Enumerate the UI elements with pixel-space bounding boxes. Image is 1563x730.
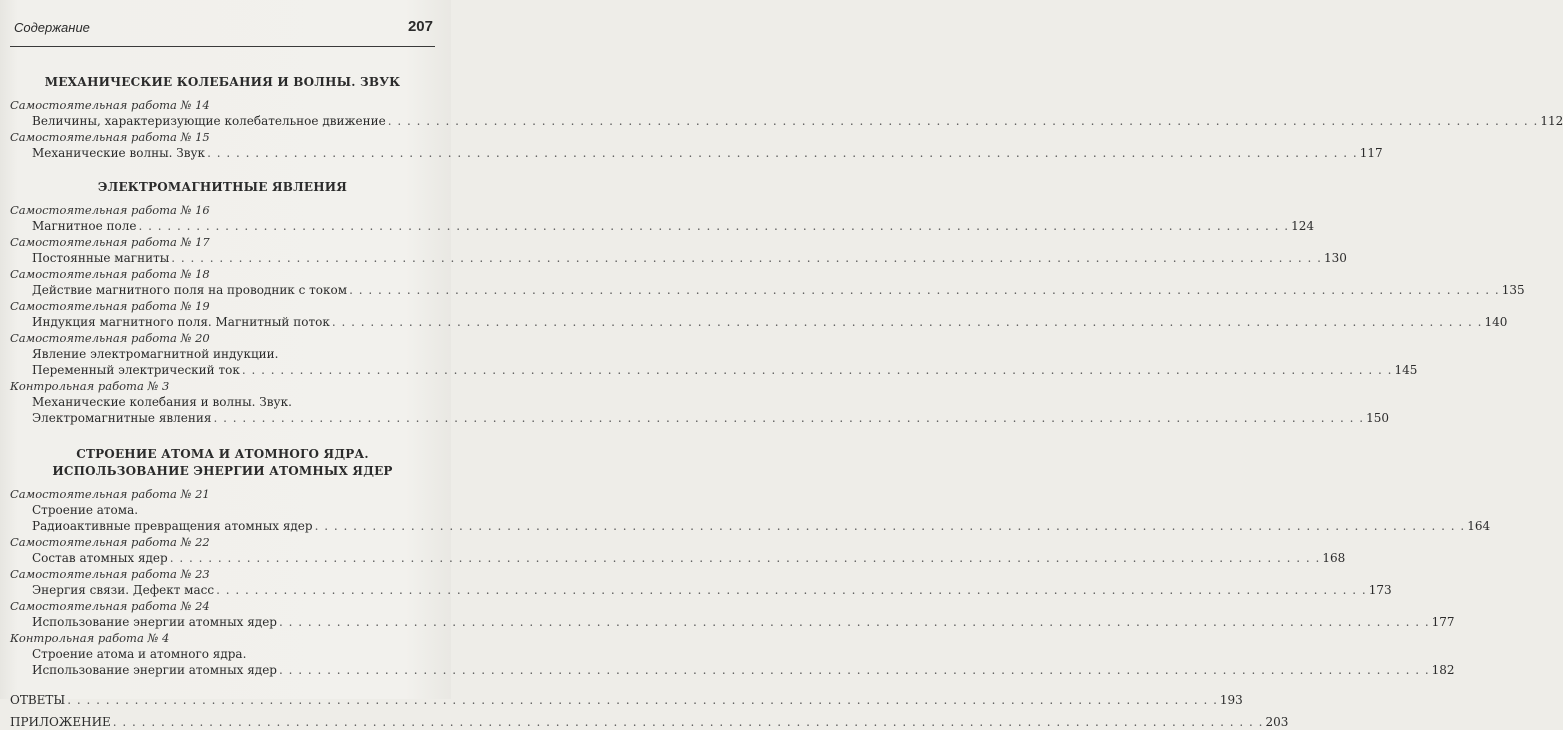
entry-page-number: 168 [1322, 551, 1346, 565]
header-title: Содержание [14, 20, 90, 35]
entry-page-number: 112 [1540, 114, 1563, 128]
entry-line [10, 662, 1455, 678]
entry-text: Строение атома. [32, 503, 139, 517]
entry-text: Явление электромагнитной индукции. [32, 347, 279, 361]
entry-text: ПРИЛОЖЕНИЕ [10, 715, 111, 729]
entry-label: Самостоятельная работа № 22 [10, 535, 210, 549]
header-rule [10, 46, 435, 47]
entry-label: Контрольная работа № 4 [10, 631, 170, 645]
entry-line [10, 502, 435, 518]
toc-entry [10, 486, 1491, 534]
toc-tail-entry [10, 714, 1289, 730]
entry-line [10, 614, 1455, 630]
entry-text: Магнитное поле [32, 219, 137, 233]
entry-page-number: 135 [1501, 283, 1525, 297]
entry-text: Механические волны. Звук [32, 146, 206, 160]
leader-dots: . . . . . . . . . . . . . . . . . . . . . . . . . . . . . . . . . . . . . . . . . . . . . . . . . . . . . . . . . . . . . . . . . . . . . . . . . . . . . . . . . . . . . . . . . . . . . . . . . . . . . . . . . . . . . . . . . . . . . . . . [216, 583, 1367, 597]
entry-page-number: 193 [1219, 693, 1243, 707]
toc-entry [10, 598, 1455, 630]
toc-entry [10, 330, 1418, 378]
entry-label: Самостоятельная работа № 23 [10, 567, 210, 581]
toc-entry [10, 566, 1392, 598]
entry-page-number: 164 [1467, 519, 1491, 533]
entry-line [10, 410, 1390, 426]
toc-entry [10, 298, 1508, 330]
leader-dots: . . . . . . . . . . . . . . . . . . . . . . . . . . . . . . . . . . . . . . . . . . . . . . . . . . . . . . . . . . . . . . . . . . . . . . . . . . . . . . . . . . . . . . . . . . . . . . . . . . . . . . . . . . . . . . . . . . . . . . . . [171, 251, 1322, 265]
entry-text: Индукция магнитного поля. Магнитный поток [32, 315, 330, 329]
leader-dots: . . . . . . . . . . . . . . . . . . . . . . . . . . . . . . . . . . . . . . . . . . . . . . . . . . . . . . . . . . . . . . . . . . . . . . . . . . . . . . . . . . . . . . . . . . . . . . . . . . . . . . . . . . . . . . . . . . . . . . . . [349, 283, 1500, 297]
toc-entry [10, 97, 1563, 129]
leader-dots: . . . . . . . . . . . . . . . . . . . . . . . . . . . . . . . . . . . . . . . . . . . . . . . . . . . . . . . . . . . . . . . . . . . . . . . . . . . . . . . . . . . . . . . . . . . . . . . . . . . . . . . . . . . . . . . . . . . . . . . . [278, 615, 1430, 629]
leader-dots: . . . . . . . . . . . . . . . . . . . . . . . . . . . . . . . . . . . . . . . . . . . . . . . . . . . . . . . . . . . . . . . . . . . . . . . . . . . . . . . . . . . . . . . . . . . . . . . . . . . . . . . . . . . . . . . . . . . . . . . . [278, 663, 1430, 677]
entry-label: Самостоятельная работа № 18 [10, 267, 210, 281]
toc-entry [10, 378, 1390, 426]
leader-dots: . . . . . . . . . . . . . . . . . . . . . . . . . . . . . . . . . . . . . . . . . . . . . . . . . . . . . . . . . . . . . . . . . . . . . . . . . . . . . . . . . . . . . . . . . . . . . . . . . . . . . . . . . . . . . . . . . . . . . . . . [387, 114, 1539, 128]
leader-dots: . . . . . . . . . . . . . . . . . . . . . . . . . . . . . . . . . . . . . . . . . . . . . . . . . . . . . . . . . . . . . . . . . . . . . . . . . . . . . . . . . . . . . . . . . . . . . . . . . . . . . . . . . . . . . . . . . . . . . . . . [169, 551, 1321, 565]
entry-label: Самостоятельная работа № 17 [10, 235, 210, 249]
entry-line [10, 550, 1346, 566]
entry-text: Механические колебания и волны. Звук. [32, 395, 292, 409]
entry-page-number: 145 [1394, 363, 1418, 377]
leader-dots: . . . . . . . . . . . . . . . . . . . . . . . . . . . . . . . . . . . . . . . . . . . . . . . . . . . . . . . . . . . . . . . . . . . . . . . . . . . . . . . . . . . . . . . . . . . . . . . . . . . . . . . . . . . . . . . . . . . . . . . . [331, 315, 1483, 329]
entry-label: Самостоятельная работа № 20 [10, 331, 210, 345]
entry-label: Самостоятельная работа № 16 [10, 203, 210, 217]
entry-line [10, 314, 1508, 330]
leader-dots: . . . . . . . . . . . . . . . . . . . . . . . . . . . . . . . . . . . . . . . . . . . . . . . . . . . . . . . . . . . . . . . . . . . . . . . . . . . . . . . . . . . . . . . . . . . . . . . . . . . . . . . . . . . . . . . . . . . . . . . . [67, 693, 1218, 707]
entry-line [10, 218, 1315, 234]
section-title: МЕХАНИЧЕСКИЕ КОЛЕБАНИЯ И ВОЛНЫ. ЗВУК [44, 75, 401, 89]
entry-page-number: 203 [1265, 715, 1289, 729]
section-title: ИСПОЛЬЗОВАНИЕ ЭНЕРГИИ АТОМНЫХ ЯДЕР [52, 464, 393, 478]
entry-text: Использование энергии атомных ядер [32, 615, 277, 629]
entry-page-number: 150 [1366, 411, 1390, 425]
toc-entry [10, 202, 1315, 234]
leader-dots: . . . . . . . . . . . . . . . . . . . . . . . . . . . . . . . . . . . . . . . . . . . . . . . . . . . . . . . . . . . . . . . . . . . . . . . . . . . . . . . . . . . . . . . . . . . . . . . . . . . . . . . . . . . . . . . . . . . . . . . . [241, 363, 1393, 377]
entry-text: Электромагнитные явления [32, 411, 212, 425]
entry-text: Энергия связи. Дефект масс [32, 583, 215, 597]
entry-label: Самостоятельная работа № 14 [10, 98, 210, 112]
entry-line [10, 362, 1418, 378]
entry-page-number: 182 [1431, 663, 1455, 677]
leader-dots: . . . . . . . . . . . . . . . . . . . . . . . . . . . . . . . . . . . . . . . . . . . . . . . . . . . . . . . . . . . . . . . . . . . . . . . . . . . . . . . . . . . . . . . . . . . . . . . . . . . . . . . . . . . . . . . . . . . . . . . . [213, 411, 1365, 425]
entry-line [10, 113, 1563, 129]
entry-page-number: 130 [1323, 251, 1347, 265]
entry-page-number: 177 [1431, 615, 1455, 629]
entry-label: Самостоятельная работа № 24 [10, 599, 210, 613]
toc-entry [10, 234, 1347, 266]
entry-page-number: 173 [1368, 583, 1392, 597]
toc-entry [10, 266, 1525, 298]
toc-entry [10, 534, 1346, 566]
entry-line [10, 646, 435, 662]
leader-dots: . . . . . . . . . . . . . . . . . . . . . . . . . . . . . . . . . . . . . . . . . . . . . . . . . . . . . . . . . . . . . . . . . . . . . . . . . . . . . . . . . . . . . . . . . . . . . . . . . . . . . . . . . . . . . . . . . . . . . . . . [112, 715, 1264, 729]
toc-entry [10, 630, 1455, 678]
leader-dots: . . . . . . . . . . . . . . . . . . . . . . . . . . . . . . . . . . . . . . . . . . . . . . . . . . . . . . . . . . . . . . . . . . . . . . . . . . . . . . . . . . . . . . . . . . . . . . . . . . . . . . . . . . . . . . . . . . . . . . . . [138, 219, 1290, 233]
entry-text: Постоянные магниты [32, 251, 170, 265]
entry-text: Величины, характеризующие колебательное движение [32, 114, 386, 128]
entry-text: Состав атомных ядер [32, 551, 168, 565]
entry-page-number: 124 [1291, 219, 1315, 233]
entry-text: Использование энергии атомных ядер [32, 663, 277, 677]
entry-text: ОТВЕТЫ [10, 693, 66, 707]
toc-tail-entry [10, 692, 1243, 708]
leader-dots: . . . . . . . . . . . . . . . . . . . . . . . . . . . . . . . . . . . . . . . . . . . . . . . . . . . . . . . . . . . . . . . . . . . . . . . . . . . . . . . . . . . . . . . . . . . . . . . . . . . . . . . . . . . . . . . . . . . . . . . . [314, 519, 1466, 533]
entry-page-number: 140 [1484, 315, 1508, 329]
entry-page-number: 117 [1359, 146, 1383, 160]
entry-line [10, 394, 435, 410]
entry-text: Строение атома и атомного ядра. [32, 647, 247, 661]
toc-entry [10, 129, 1383, 161]
entry-label: Самостоятельная работа № 19 [10, 299, 210, 313]
entry-label: Самостоятельная работа № 21 [10, 487, 210, 501]
running-header [14, 18, 433, 44]
entry-label: Самостоятельная работа № 15 [10, 130, 210, 144]
section-title: ЭЛЕКТРОМАГНИТНЫЕ ЯВЛЕНИЯ [97, 180, 348, 194]
entry-line [10, 582, 1392, 598]
section-title: СТРОЕНИЕ АТОМА И АТОМНОГО ЯДРА. [76, 447, 369, 461]
entry-text: Переменный электрический ток [32, 363, 240, 377]
entry-line [10, 518, 1491, 534]
entry-text: Действие магнитного поля на проводник с током [32, 283, 348, 297]
entry-line [10, 145, 1383, 161]
leader-dots: . . . . . . . . . . . . . . . . . . . . . . . . . . . . . . . . . . . . . . . . . . . . . . . . . . . . . . . . . . . . . . . . . . . . . . . . . . . . . . . . . . . . . . . . . . . . . . . . . . . . . . . . . . . . . . . . . . . . . . . . [207, 146, 1358, 160]
entry-line [10, 282, 1525, 298]
entry-line [10, 250, 1347, 266]
entry-text: Радиоактивные превращения атомных ядер [32, 519, 313, 533]
entry-line [10, 346, 435, 362]
entry-label: Контрольная работа № 3 [10, 379, 170, 393]
table-of-contents [10, 56, 1563, 730]
header-page-number: 207 [407, 18, 433, 35]
